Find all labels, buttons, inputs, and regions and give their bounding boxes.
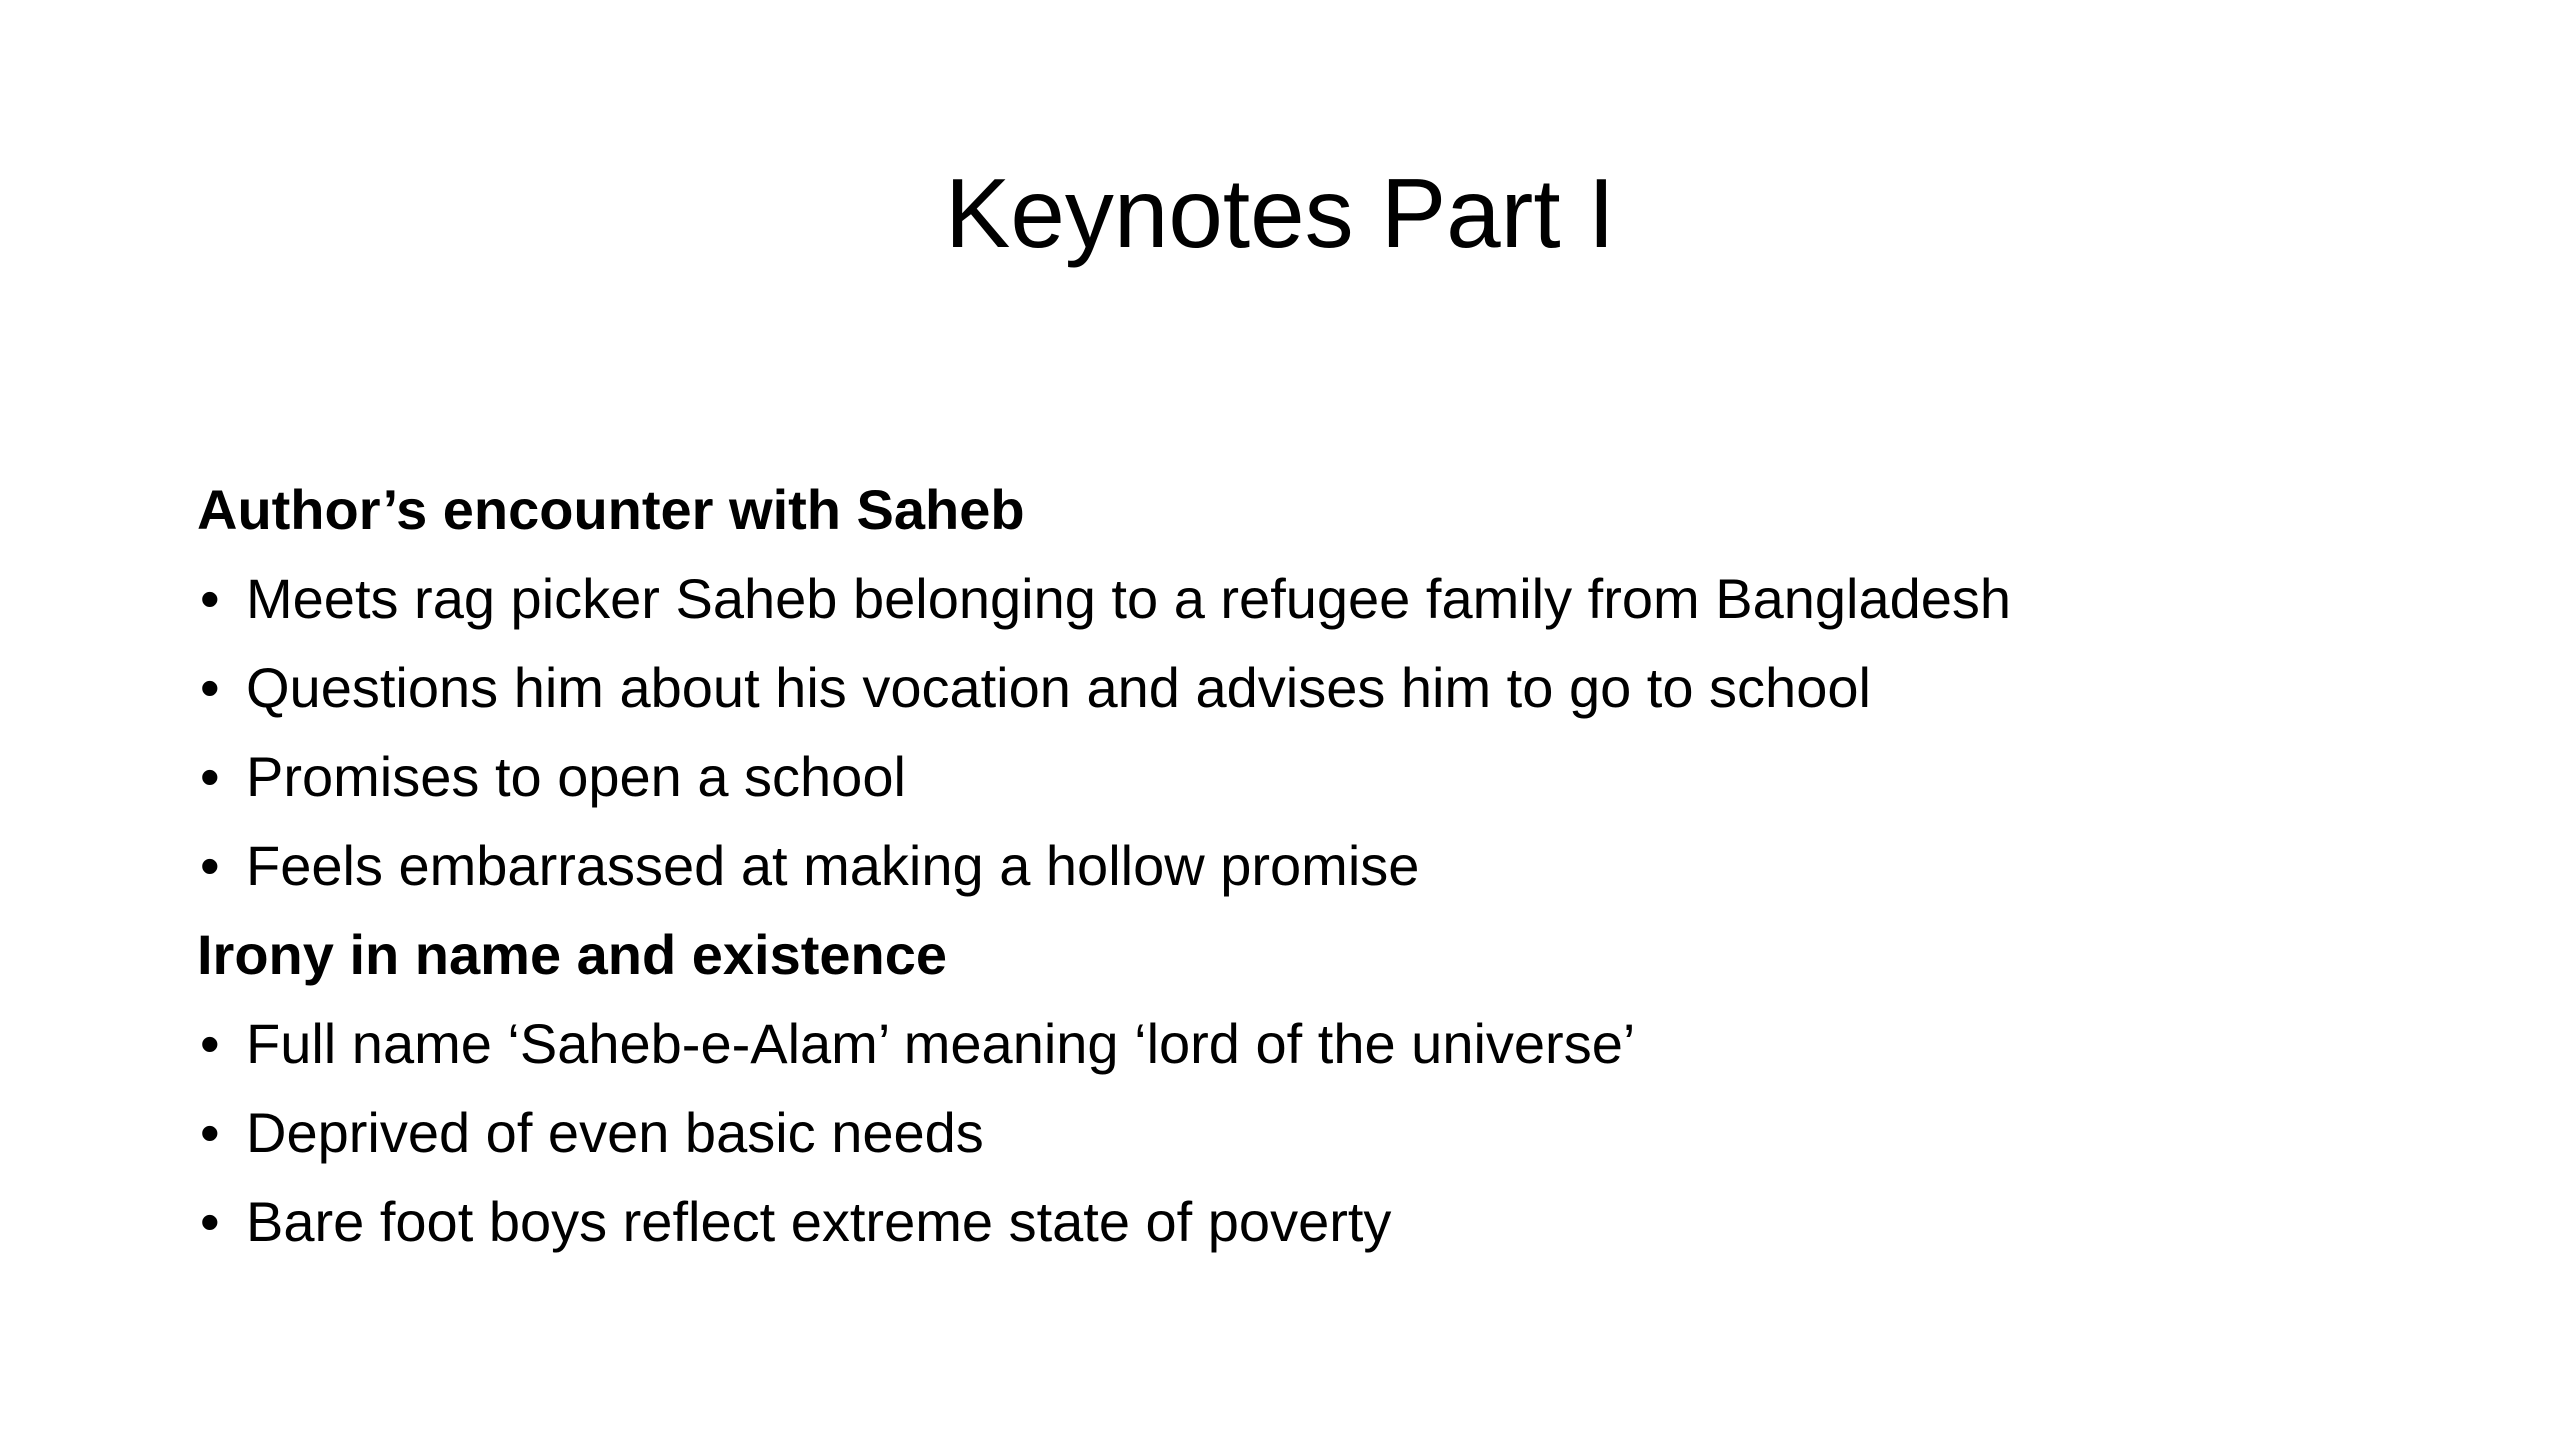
bullet-text: Bare foot boys reflect extreme state of poverty [246,1190,1392,1253]
bullet-item [197,643,2397,732]
bullet-icon: • [200,1101,220,1164]
bullet-icon: • [200,834,220,897]
bullet-icon: • [200,1012,220,1075]
bullet-item [197,1177,2397,1266]
bullet-text: Deprived of even basic needs [246,1101,984,1164]
bullet-item [197,554,2397,643]
bullet-item [197,732,2397,821]
bullet-text: Feels embarrassed at making a hollow promise [246,834,1420,897]
section-heading-authors-encounter: Author’s encounter with Saheb [197,478,1025,541]
bullet-list-irony [197,999,2397,1266]
bullet-text: Full name ‘Saheb-e-Alam’ meaning ‘lord of the universe’ [246,1012,1636,1075]
bullet-item [197,821,2397,910]
bullet-text: Meets rag picker Saheb belonging to a refugee family from Bangladesh [246,567,2012,630]
bullet-text: Questions him about his vocation and advises him to go to school [246,656,1871,719]
section-heading-irony: Irony in name and existence [197,923,948,986]
bullet-text: Promises to open a school [246,745,906,808]
bullet-item [197,1088,2397,1177]
bullet-icon: • [200,656,220,719]
bullet-icon: • [200,1190,220,1253]
bullet-item [197,999,2397,1088]
slide-content [197,465,2397,1266]
slide-title: Keynotes Part I [944,158,1616,268]
bullet-icon: • [200,745,220,808]
bullet-list-authors-encounter [197,554,2397,910]
bullet-icon: • [200,567,220,630]
